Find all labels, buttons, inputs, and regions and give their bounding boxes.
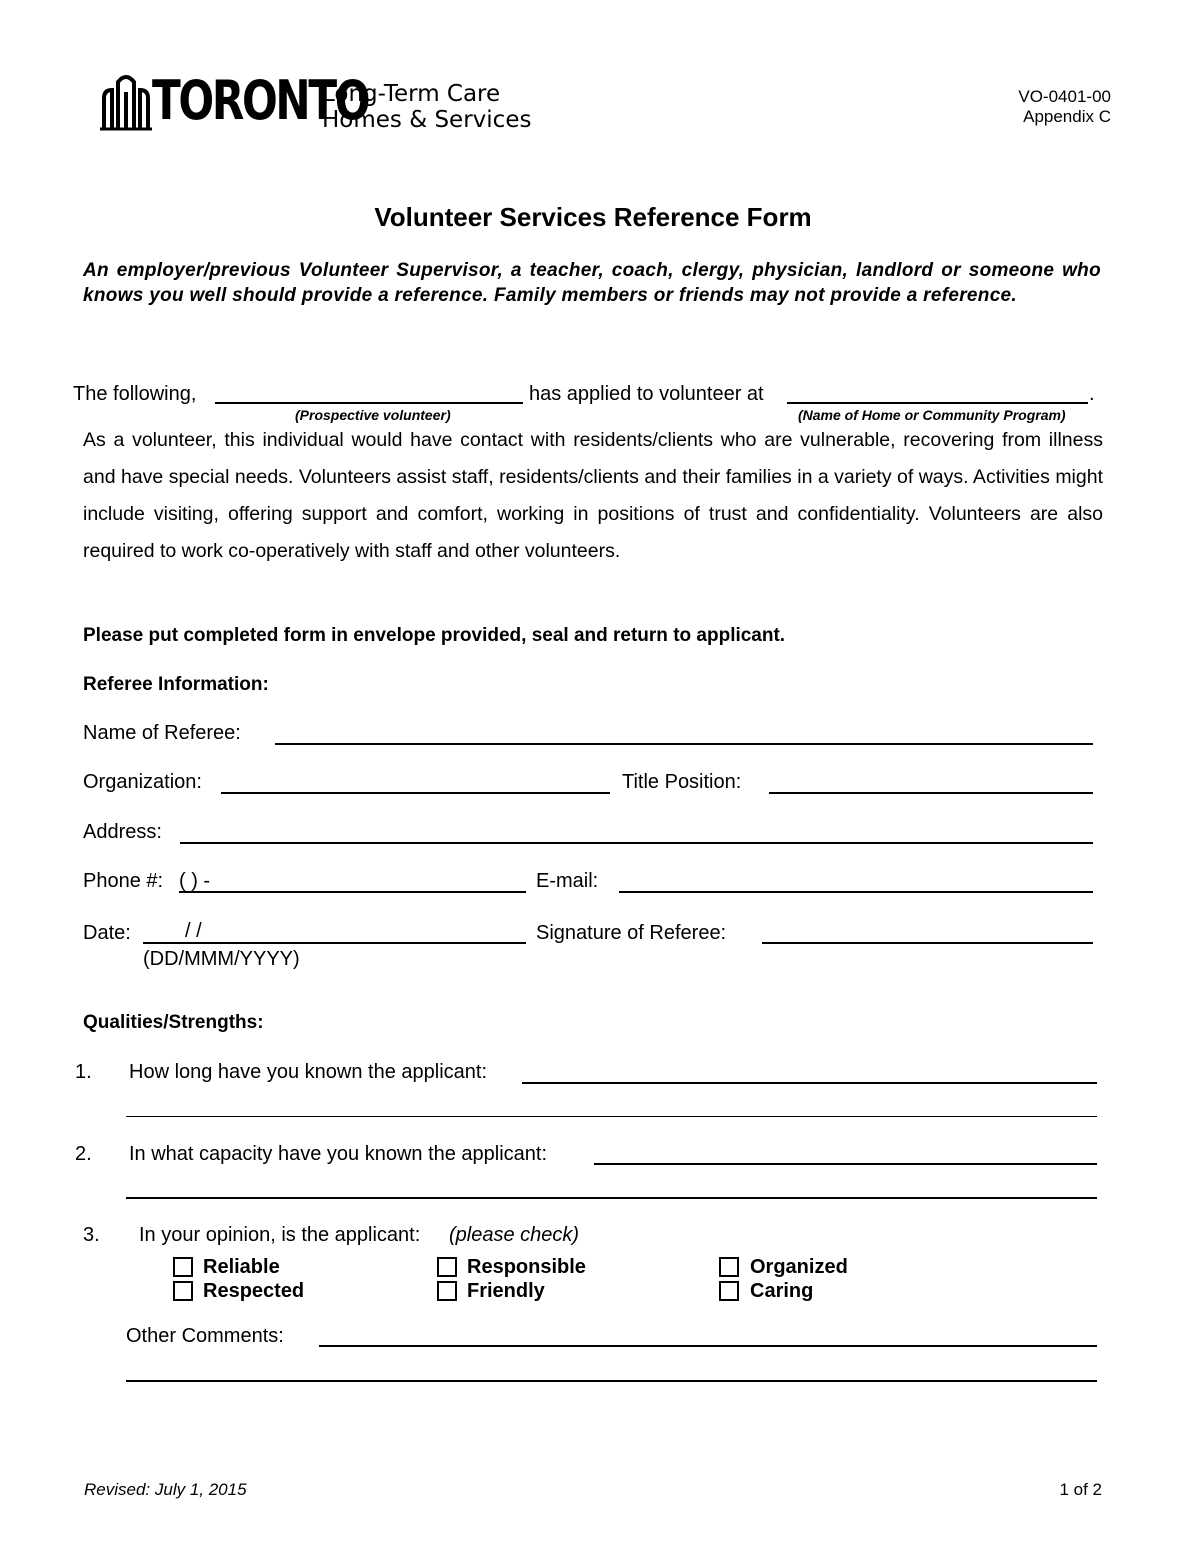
page-number: 1 of 2: [1059, 1480, 1102, 1499]
following-suffix: .: [1089, 383, 1095, 405]
intro-text: An employer/previous Volunteer Supervisor, a teacher, coach, clergy, physician, landlord or someone who knows you well should provide a reference. Family members or friends may not provide a reference.: [83, 260, 1101, 306]
question-2-answer-line-1[interactable]: [594, 1163, 1097, 1165]
option-caring-label: Caring: [750, 1280, 814, 1302]
question-3-number: 3.: [83, 1224, 100, 1246]
signature-label: Signature of Referee:: [536, 922, 727, 944]
following-prefix: The following,: [73, 383, 197, 405]
option-respected-label: Respected: [203, 1280, 305, 1302]
revised-date: Revised: July 1, 2015: [84, 1480, 247, 1499]
organization-field[interactable]: [221, 792, 610, 794]
title-position-label: Title Position:: [622, 771, 742, 793]
city-hall-icon: [100, 68, 152, 132]
email-label: E-mail:: [536, 870, 599, 892]
phone-template: ( ) -: [179, 870, 211, 892]
qualities-heading: Qualities/Strengths:: [83, 1012, 264, 1033]
program-name-field[interactable]: [787, 402, 1088, 404]
referee-heading: Referee Information:: [83, 674, 269, 695]
document-number: VO-0401-00: [1018, 87, 1111, 106]
question-3-hint: (please check): [449, 1224, 580, 1246]
question-1-text: How long have you known the applicant:: [129, 1061, 488, 1083]
appendix-label: Appendix C: [1023, 107, 1111, 126]
organization-label: Organization:: [83, 771, 202, 793]
question-1-answer-line-2[interactable]: [126, 1116, 1097, 1117]
question-1-answer-line-1[interactable]: [522, 1082, 1097, 1084]
other-comments-line-1[interactable]: [319, 1345, 1097, 1347]
caption-prospective-volunteer: (Prospective volunteer): [295, 407, 451, 423]
checkbox-friendly[interactable]: [437, 1281, 457, 1301]
question-1-number: 1.: [75, 1061, 92, 1083]
question-3-text: In your opinion, is the applicant:: [139, 1224, 421, 1246]
checkbox-reliable[interactable]: [173, 1257, 193, 1277]
logo-wordmark: TORONTO: [152, 69, 369, 132]
checkbox-organized[interactable]: [719, 1257, 739, 1277]
signature-field[interactable]: [762, 942, 1093, 944]
other-comments-line-2[interactable]: [126, 1380, 1097, 1382]
option-reliable-label: Reliable: [203, 1256, 280, 1278]
date-field[interactable]: [143, 942, 526, 944]
referee-name-label: Name of Referee:: [83, 722, 241, 744]
question-2-text: In what capacity have you known the applicant:: [129, 1143, 548, 1165]
prospective-volunteer-field[interactable]: [215, 402, 523, 404]
question-2-answer-line-2[interactable]: [126, 1197, 1097, 1199]
address-label: Address:: [83, 821, 162, 843]
checkbox-respected[interactable]: [173, 1281, 193, 1301]
logo-subtitle-line1: Long-Term Care: [322, 81, 501, 107]
logo-subtitle-line2: Homes & Services: [322, 107, 532, 133]
referee-name-field[interactable]: [275, 743, 1093, 745]
option-organized-label: Organized: [750, 1256, 848, 1278]
checkbox-responsible[interactable]: [437, 1257, 457, 1277]
option-responsible-label: Responsible: [467, 1256, 586, 1278]
other-comments-label: Other Comments:: [126, 1325, 284, 1347]
option-friendly-label: Friendly: [467, 1280, 545, 1302]
date-label: Date:: [83, 922, 131, 944]
phone-label: Phone #:: [83, 870, 164, 892]
date-template: / /: [185, 920, 202, 942]
following-middle: has applied to volunteer at: [529, 383, 764, 405]
question-2-number: 2.: [75, 1143, 92, 1165]
phone-field[interactable]: [179, 891, 526, 893]
title-position-field[interactable]: [769, 792, 1093, 794]
instruction-text: Please put completed form in envelope provided, seal and return to applicant.: [83, 625, 786, 646]
description-text: As a volunteer, this individual would have contact with residents/clients who are vulnerable, recovering from illness and have special needs. Volunteers assist staff, residents/clients and their families in a variety of ways. Activities might include visiting, offering support and comfort, working in positions of trust and confidentiality. Volunteers are also required to work co-operatively with staff and other volunteers.: [83, 429, 1103, 562]
email-field[interactable]: [619, 891, 1093, 893]
form-title: Volunteer Services Reference Form: [374, 202, 812, 232]
checkbox-caring[interactable]: [719, 1281, 739, 1301]
date-format-hint: (DD/MMM/YYYY): [143, 948, 300, 970]
caption-program-name: (Name of Home or Community Program): [798, 407, 1066, 423]
address-field[interactable]: [180, 842, 1093, 844]
